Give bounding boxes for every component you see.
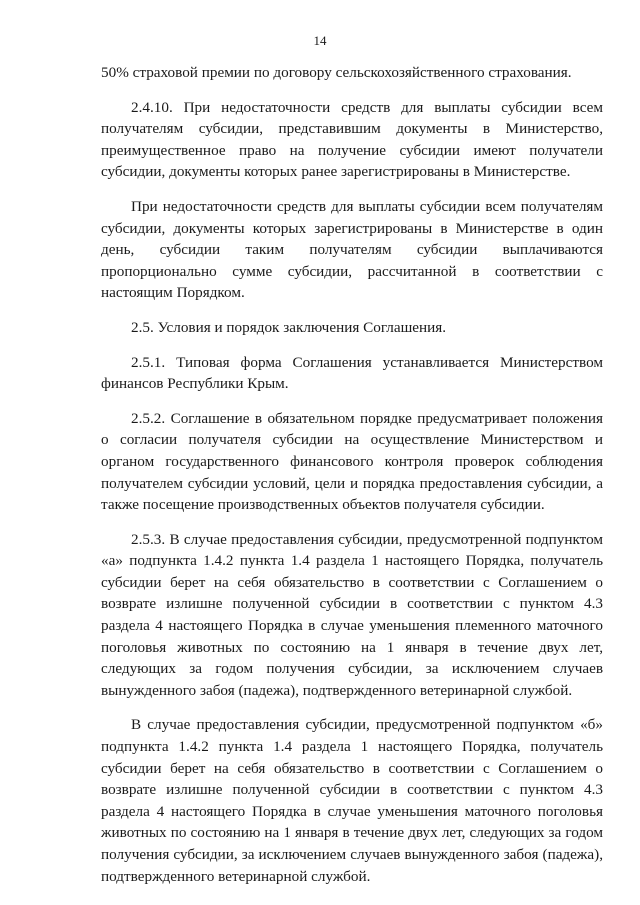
document-body [101,62,603,900]
paragraph-2-4-10: 2.4.10. При недостаточности средств для выплаты субсидии всем получателям субсидии, представившим документы в Министерство, преимущественное право на получение субсидии имеют получатели субсидии, документы которых ранее зарегистрированы в Министерстве. [101,98,603,181]
paragraph-2-5-3: 2.5.3. В случае предоставления субсидии, предусмотренной подпунктом «а» подпункта 1.4.2 пункта 1.4 раздела 1 настоящего Порядка, получатель субсидии берет на себя обязательство в соответствии с Соглашением о возврате излишне полученной субсидии в соответствии с пунктом 4.3 раздела 4 настоящего Порядка в случае уменьшения племенного маточного поголовья животных по состоянию на 1 января в течение двух лет, следующих за годом получения субсидии, за исключением случаев вынужденного забоя (падежа), подтвержденного ветеринарной службой. [101,530,603,699]
page-number: 14 [313,33,327,48]
paragraph-continuation: 50% страховой премии по договору сельскохозяйственного страхования. [101,64,572,81]
paragraph-2-5-1: 2.5.1. Типовая форма Соглашения устанавливается Министерством финансов Республики Крым. [101,353,603,393]
paragraph-2-5-2: 2.5.2. Соглашение в обязательном порядке предусматривает положения о согласии получателя субсидии на осуществление Министерством и органом государственного финансового контроля проверок соблюдения получателем субсидии условий, цели и порядка предоставления субсидии, а также посещение производственных объектов получателя субсидии. [101,409,603,514]
paragraph-subsidy-b: В случае предоставления субсидии, предусмотренной подпунктом «б» подпункта 1.4.2 пункта 1.4 раздела 1 настоящего Порядка, получатель субсидии берет на себя обязательство в соответствии с Соглашением о возврате излишне полученной субсидии в соответствии с пунктом 4.3 раздела 4 настоящего Порядка в случае уменьшения маточного поголовья животных по состоянию на 1 января в течение двух лет, следующих за годом получения субсидии, за исключением случаев вынужденного забоя (падежа), подтвержденного ветеринарной службой. [101,716,603,885]
paragraph-same-day-registration: При недостаточности средств для выплаты субсидии всем получателям субсидии, документы которых зарегистрированы в Министерстве в один день, субсидии таким получателям субсидии выплачиваются пропорционально сумме субсидии, рассчитанной в соответствии с настоящим Порядком. [101,197,603,302]
section-heading-2-5: 2.5. Условия и порядок заключения Соглашения. [131,318,447,336]
